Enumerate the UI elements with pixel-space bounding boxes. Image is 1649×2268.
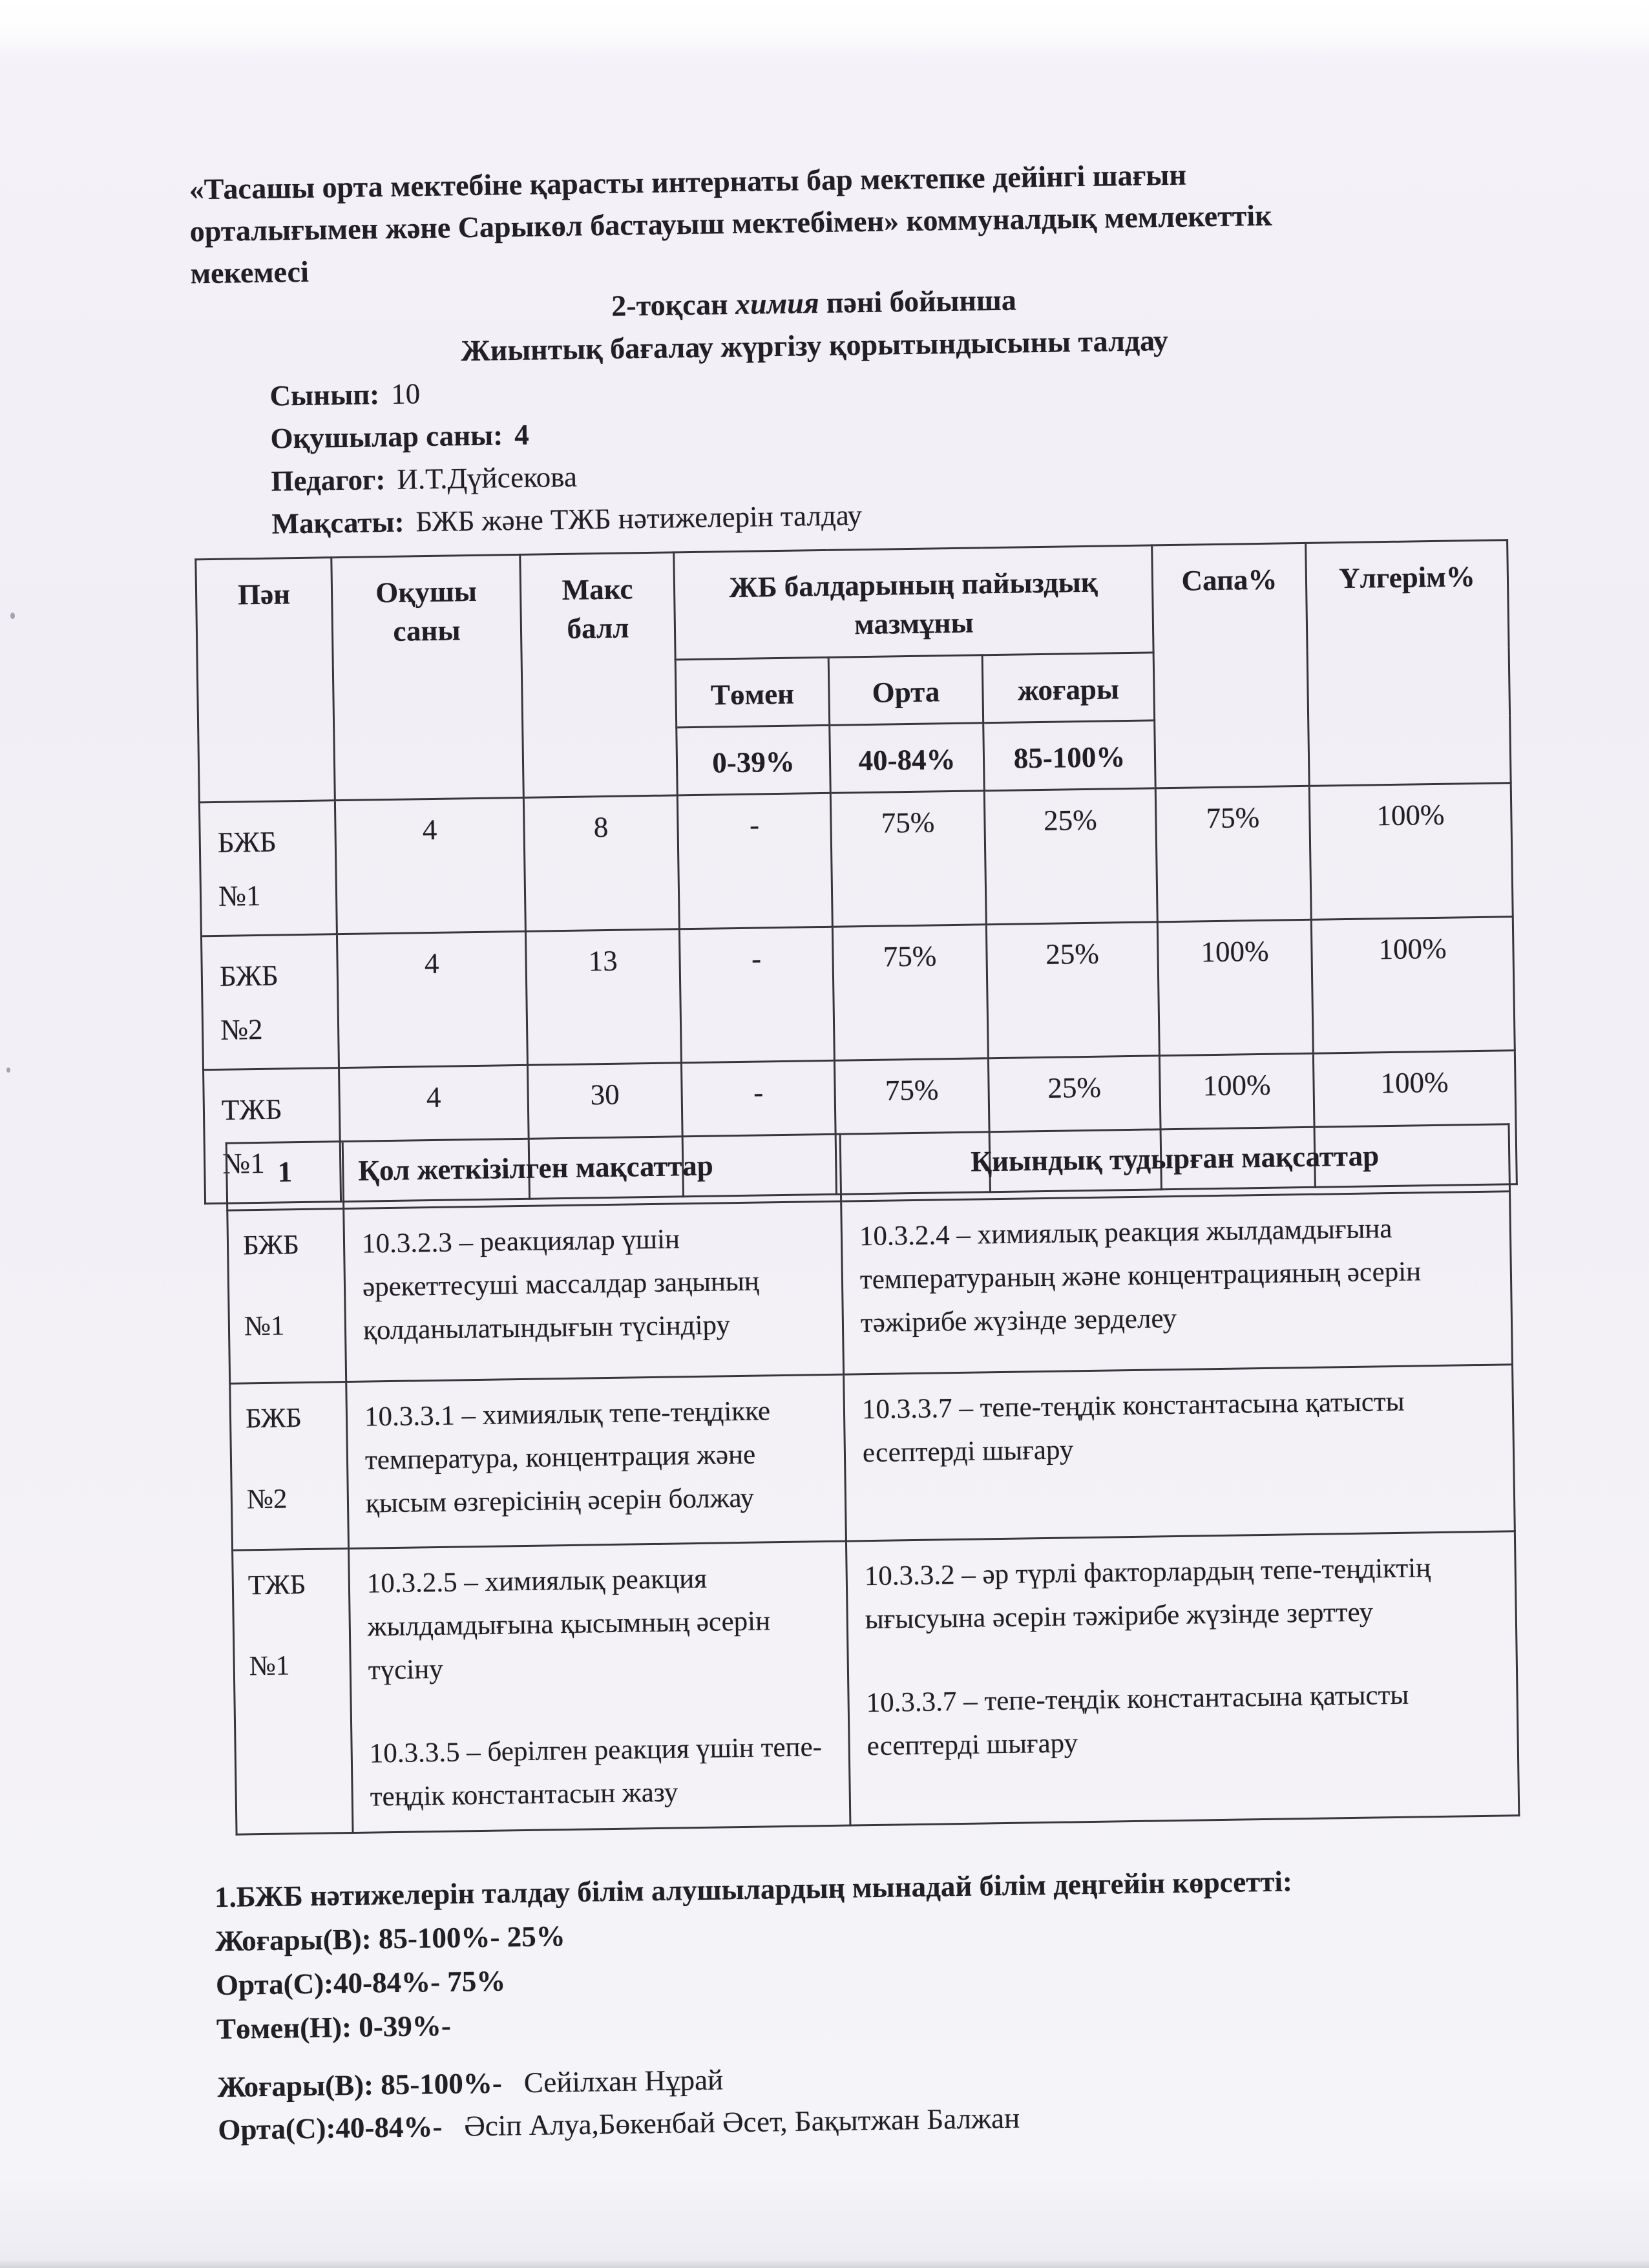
assessment-name-line: ТЖБ — [221, 1093, 282, 1126]
goal-text: 10.3.3.1 – химиялық тепе-теңдікке температура, концентрация және қысым өзгерісінің әсерін болжау — [364, 1396, 771, 1519]
goals-row-tzb1 — [233, 1531, 1519, 1834]
header-level-high: жоғары — [982, 653, 1155, 723]
cell-achieved-goals — [344, 1201, 844, 1381]
organization-name-line: мекемесі — [190, 255, 310, 290]
cell-assessment-name — [227, 1209, 346, 1384]
cell-assessment-name — [230, 1382, 349, 1551]
info-value: 10 — [390, 377, 421, 410]
header-text: Пән — [237, 578, 291, 611]
class-info-block — [269, 370, 862, 550]
header-text: балл — [567, 611, 629, 645]
assessment-name-line: БЖБ — [219, 959, 279, 992]
goals-row-bzb1 — [227, 1192, 1513, 1383]
goal-text: 10.3.3.7 – тепе-теңдік константасына қатысты есептерді шығару — [866, 1679, 1409, 1762]
header-level-mid: Орта — [828, 655, 983, 726]
info-value: И.Т.Дүйсекова — [397, 460, 578, 496]
cell-students: 4 — [339, 1065, 530, 1201]
cell-students: 4 — [335, 797, 525, 934]
header-difficult-goals: Қиындық тудырған мақсаттар — [840, 1124, 1509, 1201]
level-label: Жоғары(В): 85-100%- — [217, 2066, 503, 2104]
cell-max-score: 13 — [525, 929, 681, 1066]
cell-mid: 75% — [830, 791, 986, 927]
assessment-name-line: №2 — [246, 1484, 288, 1515]
assessment-name-line: №2 — [220, 1013, 263, 1046]
scan-edge-shadow — [0, 2259, 1649, 2268]
cell-max-score: 30 — [527, 1063, 683, 1199]
cell-progress: 100% — [1311, 917, 1515, 1054]
header-quality — [1152, 543, 1310, 788]
info-label: Сынып: — [269, 378, 380, 412]
cell-quality: 75% — [1155, 786, 1311, 922]
header-text: Макс — [562, 572, 633, 606]
header-range-high: 85-100% — [983, 720, 1156, 791]
header-text: ЖБ балдарының пайыздық — [728, 565, 1098, 604]
report-title-subject: химия — [735, 286, 819, 320]
goals-row-bzb2 — [230, 1365, 1515, 1550]
cell-difficult-goals — [841, 1192, 1513, 1374]
report-title-suffix: пәні бойынша — [819, 283, 1017, 320]
info-value: БЖБ және ТЖБ нәтижелерін талдау — [415, 499, 863, 538]
cell-progress: 100% — [1309, 783, 1513, 920]
goal-text: 10.3.2.3 – реакциялар үшін әрекеттесуші массалдар заңының қолданылатындығын түсіндіру — [361, 1224, 760, 1346]
goal-text: 10.3.3.5 – берілген реакция үшін тепе-теңдік константасын жазу — [369, 1732, 823, 1812]
organization-name — [189, 148, 1560, 294]
header-text: Оқушы — [375, 574, 478, 609]
student-names-block — [217, 2050, 1614, 2156]
assessment-name-line: №1 — [244, 1310, 285, 1342]
cell-assessment-name — [233, 1549, 353, 1835]
info-label: Оқушылар саны: — [270, 419, 503, 455]
summary-heading: 1.БЖБ нәтижелерін талдау білім алушылардың мынадай білім деңгейін көрсетті: — [214, 1865, 1293, 1914]
cell-high: 25% — [988, 1056, 1161, 1192]
cell-quality: 100% — [1157, 919, 1313, 1056]
goal-text: 10.3.3.2 – әр түрлі факторлардың тепе-теңдіктің ығысуына әсерін тәжірибе жүзінде зерттеу — [864, 1553, 1431, 1635]
header-progress — [1306, 540, 1511, 786]
header-text: Үлгерім% — [1338, 560, 1476, 595]
cell-students: 4 — [337, 931, 527, 1067]
level-label: Орта(С):40-84%- — [217, 2110, 443, 2147]
cell-achieved-goals — [346, 1374, 846, 1548]
info-label: Педагог: — [271, 463, 386, 498]
cell-low: - — [677, 793, 832, 929]
organization-name-line: орталығымен және Сарыкөл бастауыш мектебімен» коммуналдық мемлекеттік — [189, 198, 1272, 248]
cell-low: - — [679, 927, 834, 1062]
info-label: Мақсаты: — [271, 505, 404, 540]
header-level-low: Төмен — [675, 657, 830, 728]
cell-assessment-name — [201, 934, 339, 1070]
cell-high: 25% — [986, 922, 1159, 1058]
goal-text: 10.3.2.5 – химиялық реакция жылдамдығына қысымның әсерін түсіну — [366, 1563, 771, 1686]
cell-low: - — [681, 1060, 836, 1196]
header-text: Сапа% — [1181, 563, 1277, 597]
summary-block — [215, 1860, 1614, 2156]
cell-difficult-goals — [846, 1531, 1518, 1825]
assessment-name-line: №1 — [222, 1146, 265, 1180]
cell-progress: 100% — [1313, 1051, 1517, 1188]
info-value: 4 — [514, 418, 530, 452]
scan-speck — [10, 613, 15, 619]
goal-text: 10.3.3.7 – тепе-теңдік константасына қатысты есептерді шығару — [861, 1386, 1405, 1469]
summary-level-high: Жоғары(В): 85-100%- 25% — [215, 1920, 565, 1958]
results-row-bzb2 — [201, 917, 1515, 1070]
cell-mid: 75% — [832, 925, 988, 1061]
report-title-prefix: 2-тоқсан — [611, 287, 736, 322]
assessment-name-line: БЖБ — [245, 1403, 302, 1434]
header-range-mid: 40-84% — [830, 723, 985, 793]
header-number: 1 — [226, 1142, 344, 1211]
summary-level-mid: Орта(С):40-84%- 75% — [215, 1964, 506, 2002]
assessment-name-line: №1 — [218, 879, 261, 912]
scan-speck — [6, 1067, 10, 1073]
student-names: Әсіп Алуа,Бөкенбай Әсет, Бақытжан Балжан — [463, 2101, 1020, 2143]
report-subtitle: Жиынтық бағалау жүргізу қорытындысыны талдау — [460, 323, 1169, 368]
header-achieved-goals: Қол жеткізілген мақсаттар — [342, 1134, 841, 1208]
goal-text: 10.3.2.4 – химиялық реакция жылдамдығына температураның және концентрацияның әсерін тәжірибе жүзінде зерделеу — [859, 1213, 1422, 1339]
results-header-row — [196, 540, 1509, 667]
header-student-count — [331, 554, 524, 800]
cell-max-score: 8 — [523, 795, 679, 932]
summary-level-low: Төмен(Н): 0-39%- — [216, 2009, 452, 2046]
cell-assessment-name — [199, 801, 337, 936]
assessment-name-line: ТЖБ — [247, 1570, 306, 1601]
results-table — [194, 539, 1518, 1204]
header-text: мазмұны — [854, 606, 974, 641]
header-max-score — [520, 552, 678, 797]
info-row-goal — [271, 498, 862, 550]
organization-name-line: «Тасашы орта мектебіне қарасты интернаты бар мектепке дейінгі шағын — [189, 158, 1187, 206]
results-row-bzb1 — [199, 783, 1513, 936]
cell-achieved-goals — [349, 1541, 850, 1832]
assessment-name-line: БЖБ — [242, 1230, 300, 1261]
assessment-name-line: №1 — [249, 1650, 290, 1682]
header-text: саны — [393, 614, 461, 647]
student-names: Сейілхан Нұрай — [523, 2063, 724, 2099]
goals-table — [226, 1123, 1520, 1835]
assessment-name-line: БЖБ — [217, 825, 277, 859]
cell-high: 25% — [984, 788, 1157, 925]
cell-difficult-goals — [844, 1365, 1515, 1541]
header-subject — [196, 558, 335, 803]
cell-mid: 75% — [834, 1058, 990, 1195]
header-score-percentage-group — [674, 545, 1153, 660]
header-range-low: 0-39% — [677, 725, 831, 795]
cell-quality: 100% — [1159, 1053, 1315, 1190]
